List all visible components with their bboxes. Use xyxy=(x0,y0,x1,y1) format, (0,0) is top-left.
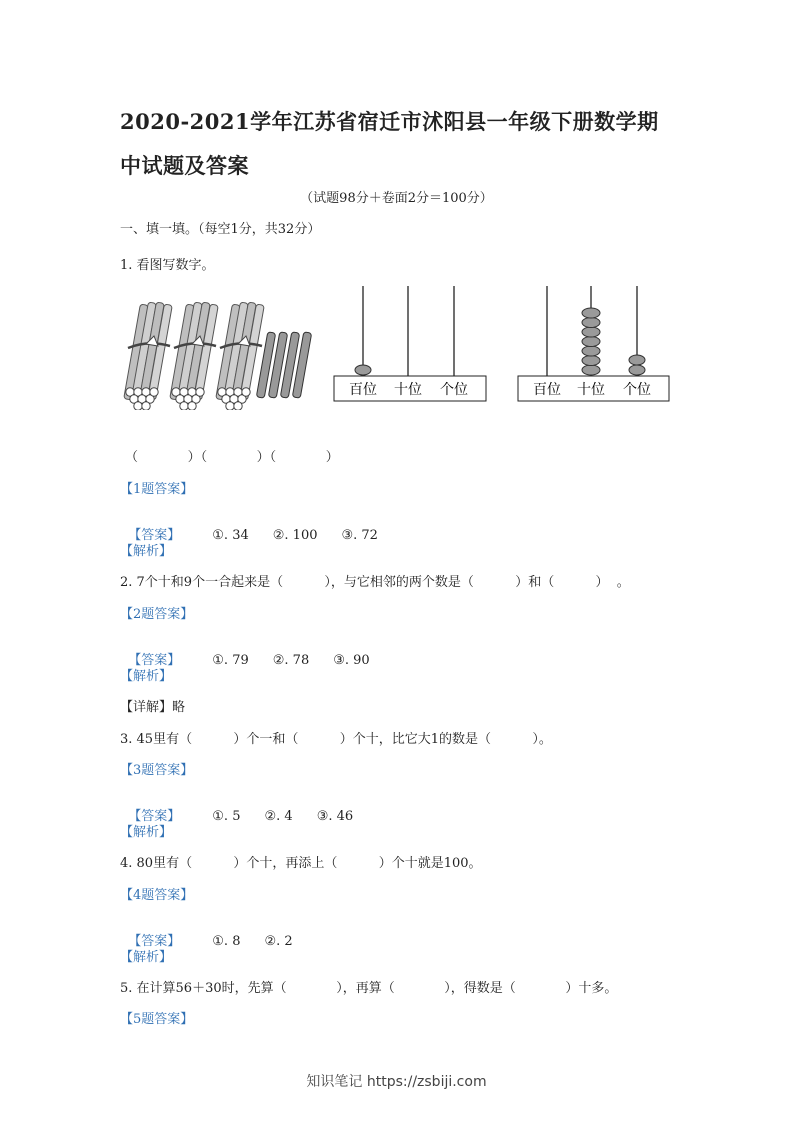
q3-prompt: 3. 45里有（ ）个一和（ ）个十，比它大1的数是（ ）。 xyxy=(120,732,552,747)
abacus-2-hundreds-label: 百位 xyxy=(533,382,561,398)
q3-analysis-label: 【解析】 xyxy=(120,825,173,840)
q1-answer-3: ③. 72 xyxy=(341,528,378,543)
stick-bundle-2 xyxy=(170,302,219,410)
q3-answer-1: ①. 5 xyxy=(212,809,241,824)
loose-sticks xyxy=(256,332,311,398)
q2-answer-label: 【答案】 xyxy=(128,653,181,668)
q4-answer-label: 【答案】 xyxy=(128,934,181,949)
q2-answer-row xyxy=(120,634,394,668)
page-title: 2020-2021学年江苏省宿迁市沭阳县一年级下册数学期中试题及答案 xyxy=(120,109,659,178)
abacus-1-tens-label: 十位 xyxy=(394,382,422,398)
q4-answer-header: 【4题答案】 xyxy=(120,888,194,903)
q1-answer-2: ②. 100 xyxy=(272,528,318,543)
q1-answer-label: 【答案】 xyxy=(128,528,181,543)
abacus-1-bead xyxy=(355,365,371,375)
q4-analysis-label: 【解析】 xyxy=(120,950,173,965)
abacus-1-ones-label: 个位 xyxy=(440,382,468,398)
q2-answer-header: 【2题答案】 xyxy=(120,607,194,622)
q4-answer-1: ①. 8 xyxy=(212,934,241,949)
q2-analysis-label: 【解析】 xyxy=(120,669,173,684)
q5-prompt: 5. 在计算56＋30时，先算（ ），再算（ ），得数是（ ）十多。 xyxy=(120,981,618,996)
q1-analysis-label: 【解析】 xyxy=(120,544,173,559)
q3-answer-header: 【3题答案】 xyxy=(120,763,194,778)
abacus-2-ones-beads xyxy=(629,355,645,375)
abacus-1-hundreds-label: 百位 xyxy=(349,382,377,398)
q3-answer-2: ②. 4 xyxy=(264,809,293,824)
section-heading: 一、填一填。（每空1分，共32分） xyxy=(120,222,321,237)
q2-answer-2: ②. 78 xyxy=(272,653,310,668)
q4-prompt: 4. 80里有（ ）个十，再添上（ ）个十就是100。 xyxy=(120,856,482,871)
score-note: （试题98分＋卷面2分＝100分） xyxy=(300,191,493,206)
q3-answer-3: ③. 46 xyxy=(316,809,354,824)
q2-prompt: 2. 7个十和9个一合起来是（ ），与它相邻的两个数是（ ）和（ ） 。 xyxy=(120,575,630,590)
abacus-2-tens-label: 十位 xyxy=(577,382,605,398)
q1-prompt: 1. 看图写数字。 xyxy=(120,258,215,273)
q5-answer-header: 【5题答案】 xyxy=(120,1012,194,1027)
q1-answer-row xyxy=(120,509,402,543)
q4-answer-row xyxy=(120,915,317,949)
q1-blanks: （ ）（ ）（ ） xyxy=(125,450,339,465)
abacus-2-ones-label: 个位 xyxy=(623,382,651,398)
q2-answer-1: ①. 79 xyxy=(212,653,249,668)
q1-answer-header: 【1题答案】 xyxy=(120,482,194,497)
q1-answer-1: ①. 34 xyxy=(212,528,249,543)
abacus-1 xyxy=(334,286,486,401)
q3-answer-row xyxy=(120,790,377,824)
q3-answer-label: 【答案】 xyxy=(128,809,181,824)
footer-watermark: 知识笔记 https://zsbiji.com xyxy=(306,1074,487,1090)
q4-answer-2: ②. 2 xyxy=(264,934,293,949)
q2-answer-3: ③. 90 xyxy=(333,653,370,668)
abacus-2-tens-beads xyxy=(582,308,600,375)
q2-detail: 【详解】略 xyxy=(120,700,186,715)
stick-bundle-1 xyxy=(124,302,173,410)
q1-figure xyxy=(110,280,680,410)
abacus-2 xyxy=(518,286,669,401)
